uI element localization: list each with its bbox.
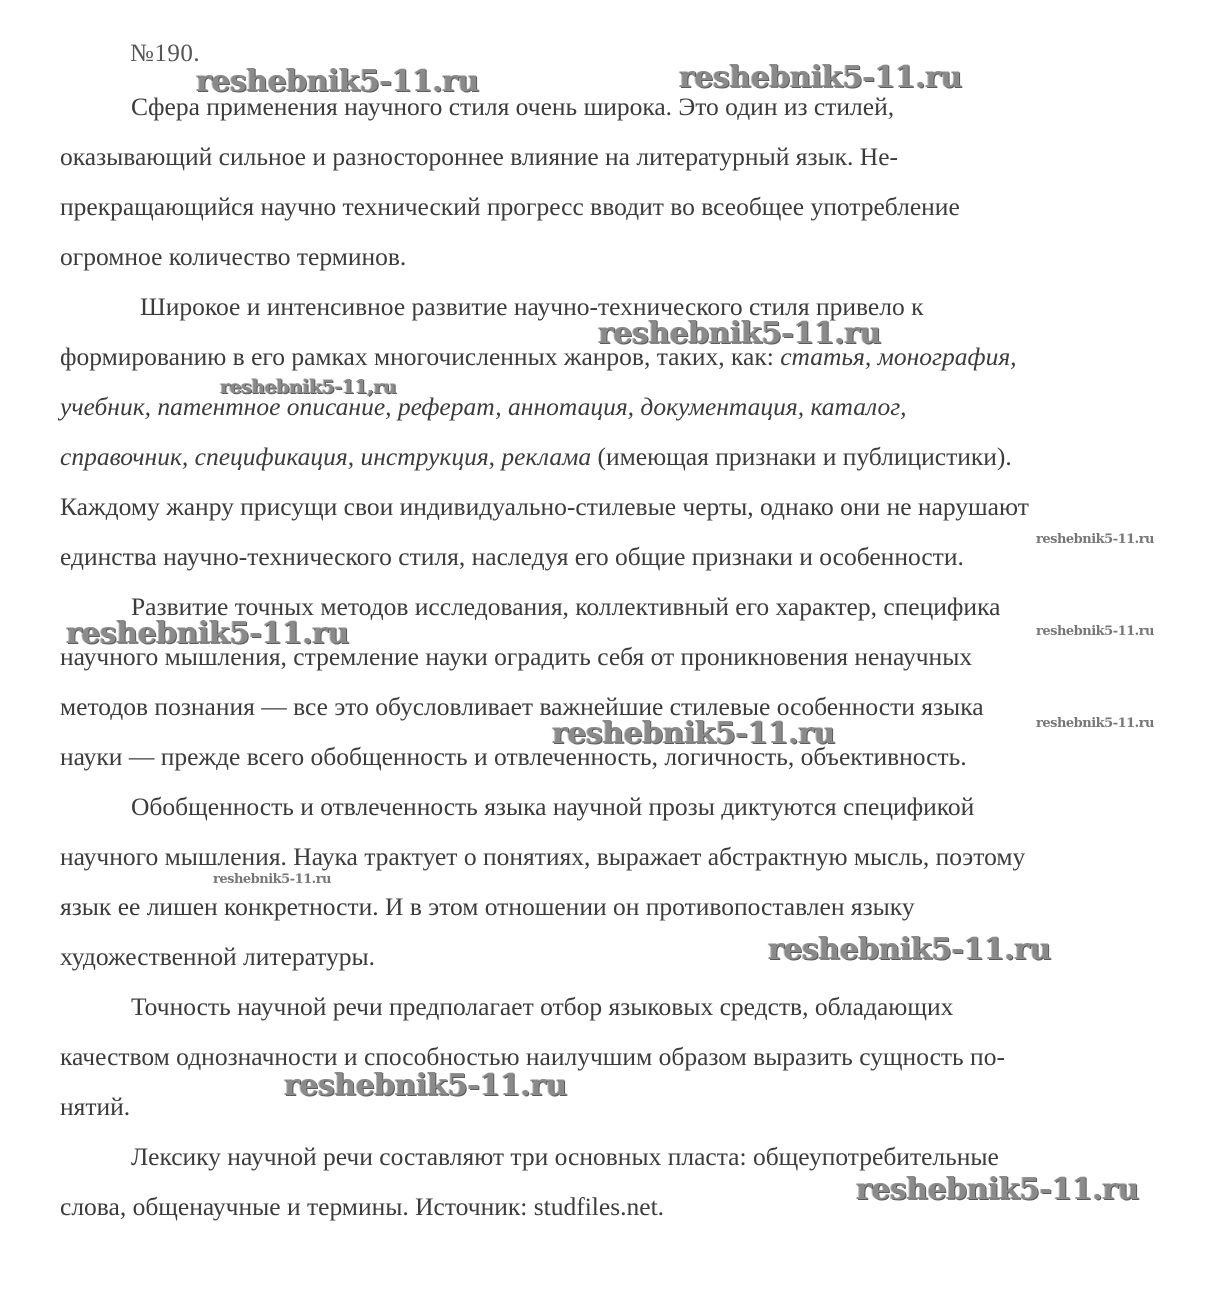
paragraph-3-line-3: методов познания — все это обусловливает важнейшие стилевые особенности языка [60,692,984,721]
watermark: reshebnik5-11.ru [1036,624,1155,639]
watermark: reshebnik5-11.ru [552,716,835,751]
paragraph-3-line-2: научного мышления, стремление науки оградить себя от проникновения ненаучных [60,642,973,671]
paragraph-1-line-3: прекращающийся научно технический прогресс вводит во всеобщее употребление [60,192,960,221]
paragraph-4-line-1: Обобщенность и отвлеченность языка научной прозы диктуются спецификой [131,792,975,821]
watermark: reshebnik5-11.ru [598,316,881,351]
paragraph-2-line-6: единства научно-технического стиля, наследуя его общие признаки и особенности. [60,542,964,571]
paragraph-2-line-1: Широкое и интенсивное развитие научно-технического стиля привело к [140,292,924,321]
paragraph-3-line-4: науки — прежде всего обобщенность и отвлеченность, логичность, объективность. [60,742,967,771]
paragraph-1-line-2: оказывающий сильное и разностороннее влияние на литературный язык. Не- [60,142,899,171]
paragraph-1-line-1: Сфера применения научного стиля очень широка. Это один из стилей, [131,92,895,121]
paragraph-2-line-4-plain: (имеющая признаки и публицистики). [591,442,1012,471]
paragraph-5-line-2: качеством однозначности и способностью наилучшим образом выразить сущность по- [60,1042,1005,1071]
task-number: №190. [130,40,201,67]
watermark: reshebnik5-11.ru [679,60,962,95]
watermark: reshebnik5-11.ru [213,872,332,887]
paragraph-2-line-4-italic: справочник, спецификация, инструкция, реклама [60,442,592,471]
watermark: reshebnik5-11.ru [1036,716,1155,731]
paragraph-5-line-1: Точность научной речи предполагает отбор языковых средств, обладающих [131,992,954,1021]
paragraph-2-line-4 [60,442,1012,472]
paragraph-2-line-3-italic: учебник, патентное описание, реферат, аннотация, документация, каталог, [60,392,907,421]
watermark: reshebnik5-11.ru [196,64,479,99]
paragraph-6-line-1: Лексику научной речи составляют три основных пласта: общеупотребительные [131,1142,999,1171]
paragraph-2-line-3 [60,392,907,422]
watermark: reshebnik5-11,ru [220,376,397,398]
paragraph-4-line-4: художественной литературы. [60,942,376,971]
paragraph-2-line-2-plain: формированию в его рамках многочисленных жанров, таких, как: [60,342,781,371]
watermark: reshebnik5-11.ru [284,1068,567,1103]
paragraph-3-line-1: Развитие точных методов исследования, коллективный его характер, специфика [131,592,1001,621]
paragraph-5-line-3: нятий. [60,1092,131,1121]
watermark: reshebnik5-11.ru [66,616,349,651]
paragraph-2-line-5: Каждому жанру присущи свои индивидуально-стилевые черты, однако они не нарушают [60,492,1029,521]
paragraph-1-line-4: огромное количество терминов. [60,242,407,271]
paragraph-6-line-2: слова, общенаучные и термины. Источник: studfiles.net. [60,1192,665,1221]
paragraph-4-line-3: язык ее лишен конкретности. И в этом отношении он противопоставлен языку [60,892,915,921]
watermark: reshebnik5-11.ru [768,932,1051,967]
watermark: reshebnik5-11.ru [856,1172,1139,1207]
paragraph-2-line-2-italic: статья, монография, [780,342,1017,371]
paragraph-4-line-2: научного мышления. Наука трактует о понятиях, выражает абстрактную мысль, поэтому [60,842,1026,871]
watermark: reshebnik5-11.ru [1036,532,1155,547]
